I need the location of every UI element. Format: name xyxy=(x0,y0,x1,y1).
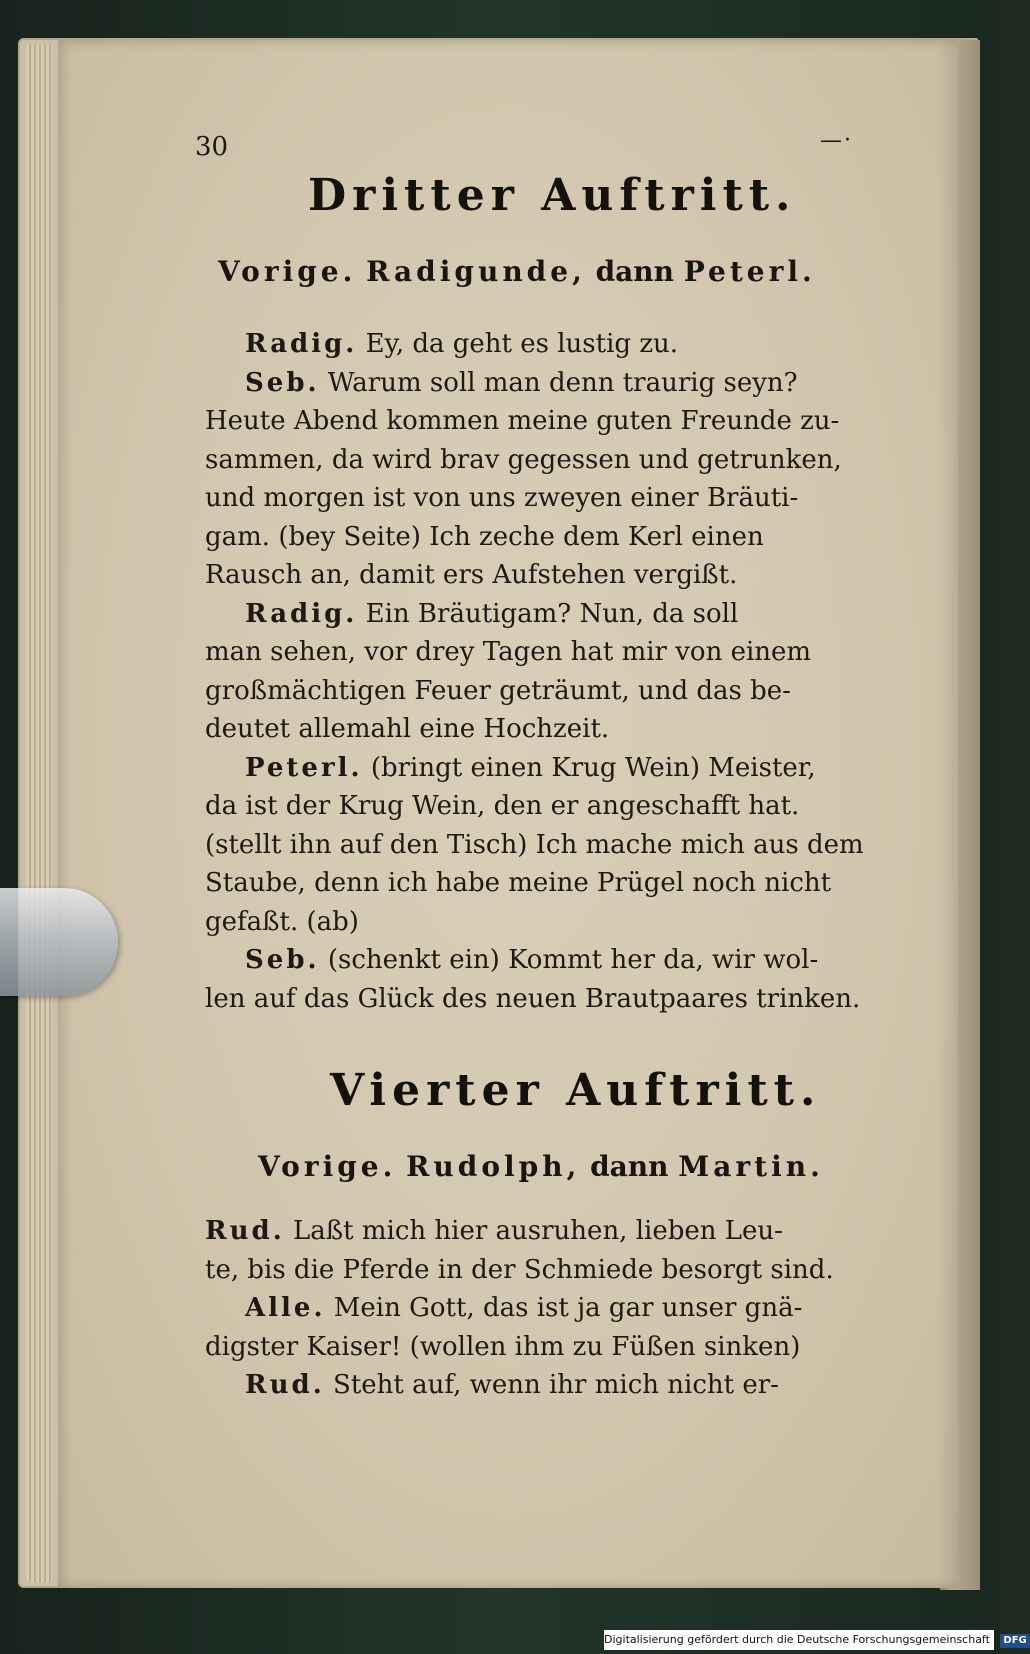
dialogue-line xyxy=(245,1289,835,1327)
line-text: Ey, da geht es lustig zu. xyxy=(365,329,679,359)
dialogue-line xyxy=(205,864,835,902)
dialogue-line xyxy=(245,749,835,787)
dialogue-line xyxy=(245,1366,835,1404)
line-text: gefaßt. (ab) xyxy=(205,906,359,937)
line-text: Rausch an, damit ers Aufstehen vergißt. xyxy=(205,560,738,590)
dialogue-line xyxy=(245,364,835,402)
speaker-name: Radig. xyxy=(245,598,358,629)
line-text: sammen, da wird brav gegessen und getrunken, xyxy=(205,444,842,475)
cast-then: dann xyxy=(590,1150,669,1183)
line-text: Staube, denn ich habe meine Prügel noch nicht xyxy=(205,868,832,898)
line-text: Steht auf, wenn ihr mich nicht er- xyxy=(333,1370,779,1400)
line-text: digster Kaiser! (wollen ihm zu Füßen sinken) xyxy=(205,1331,801,1362)
dfg-logo: DFG xyxy=(1000,1634,1029,1648)
cast-then: dann xyxy=(595,255,674,288)
page-mark: —· xyxy=(820,128,853,153)
cast-peterl: Peterl. xyxy=(683,255,816,288)
dialogue-line xyxy=(205,980,861,1018)
dialogue-line xyxy=(205,1212,835,1250)
dialogue-line xyxy=(205,518,835,556)
scene-4-title: Vierter Auftritt. xyxy=(330,1065,822,1116)
scene-3-cast xyxy=(218,255,816,288)
page-number: 30 xyxy=(195,132,229,162)
line-text: (bringt einen Krug Wein) Meister, xyxy=(370,752,816,783)
speaker-name: Alle. xyxy=(245,1293,326,1323)
speaker-name: Peterl. xyxy=(245,752,363,783)
dialogue-line xyxy=(245,325,835,363)
line-text: (schenkt ein) Kommt her da, wir wol- xyxy=(327,945,819,975)
dialogue-line xyxy=(205,1328,835,1366)
page-clip xyxy=(0,888,118,996)
line-text: man sehen, vor drey Tagen hat mir von einem xyxy=(205,637,812,667)
dialogue-line xyxy=(205,1251,835,1289)
scene-4-cast xyxy=(258,1150,824,1183)
line-text: (stellt ihn auf den Tisch) Ich mache mich aus dem xyxy=(205,829,864,860)
dialogue-line xyxy=(245,595,835,633)
line-text: da ist der Krug Wein, den er angeschafft hat. xyxy=(205,791,800,821)
line-text: te, bis die Pferde in der Schmiede besorgt sind. xyxy=(205,1254,834,1285)
dialogue-line xyxy=(205,402,840,440)
line-text: Heute Abend kommen meine guten Freunde zu- xyxy=(205,406,840,436)
dialogue-line xyxy=(205,633,835,671)
speaker-name: Rud. xyxy=(245,1370,325,1400)
cast-previous: Vorige. xyxy=(218,255,357,288)
line-text: len auf das Glück des neuen Brautpaares trinken. xyxy=(205,983,861,1014)
dialogue-line xyxy=(205,903,835,941)
dialogue-line xyxy=(245,941,835,979)
line-text: Mein Gott, das ist ja gar unser gnä- xyxy=(333,1293,803,1323)
speaker-name: Rud. xyxy=(205,1216,285,1246)
speaker-name: Seb. xyxy=(245,945,320,975)
footer-text: Digitalisierung gefördert durch die Deutsche Forschungsgemeinschaft - xyxy=(604,1633,998,1646)
digitization-footer xyxy=(604,1630,1027,1650)
dialogue-line xyxy=(205,479,835,517)
line-text: Ein Bräutigam? Nun, da soll xyxy=(365,598,739,629)
dialogue-line xyxy=(205,787,835,825)
dialogue-line xyxy=(205,826,864,864)
cast-martin: Martin. xyxy=(678,1150,824,1183)
dialogue-line xyxy=(205,710,835,748)
dialogue-line xyxy=(205,672,835,710)
dialogue-line xyxy=(205,441,842,479)
line-text: großmächtigen Feuer geträumt, und das be- xyxy=(205,675,791,706)
speaker-name: Seb. xyxy=(245,367,320,398)
dialogue-line xyxy=(205,556,835,594)
line-text: und morgen ist von uns zweyen einer Bräuti- xyxy=(205,483,799,513)
line-text: deutet allemahl eine Hochzeit. xyxy=(205,714,610,744)
line-text: Warum soll man denn traurig seyn? xyxy=(327,367,798,398)
speaker-name: Radig. xyxy=(245,329,358,359)
line-text: gam. (bey Seite) Ich zeche dem Kerl einen xyxy=(205,521,764,552)
scene-3-title: Dritter Auftritt. xyxy=(308,170,797,221)
cast-rudolph: Rudolph, xyxy=(406,1150,581,1183)
cast-radigunde: Radigunde, xyxy=(366,255,586,288)
cast-previous: Vorige. xyxy=(258,1150,397,1183)
line-text: Laßt mich hier ausruhen, lieben Leu- xyxy=(293,1216,783,1246)
